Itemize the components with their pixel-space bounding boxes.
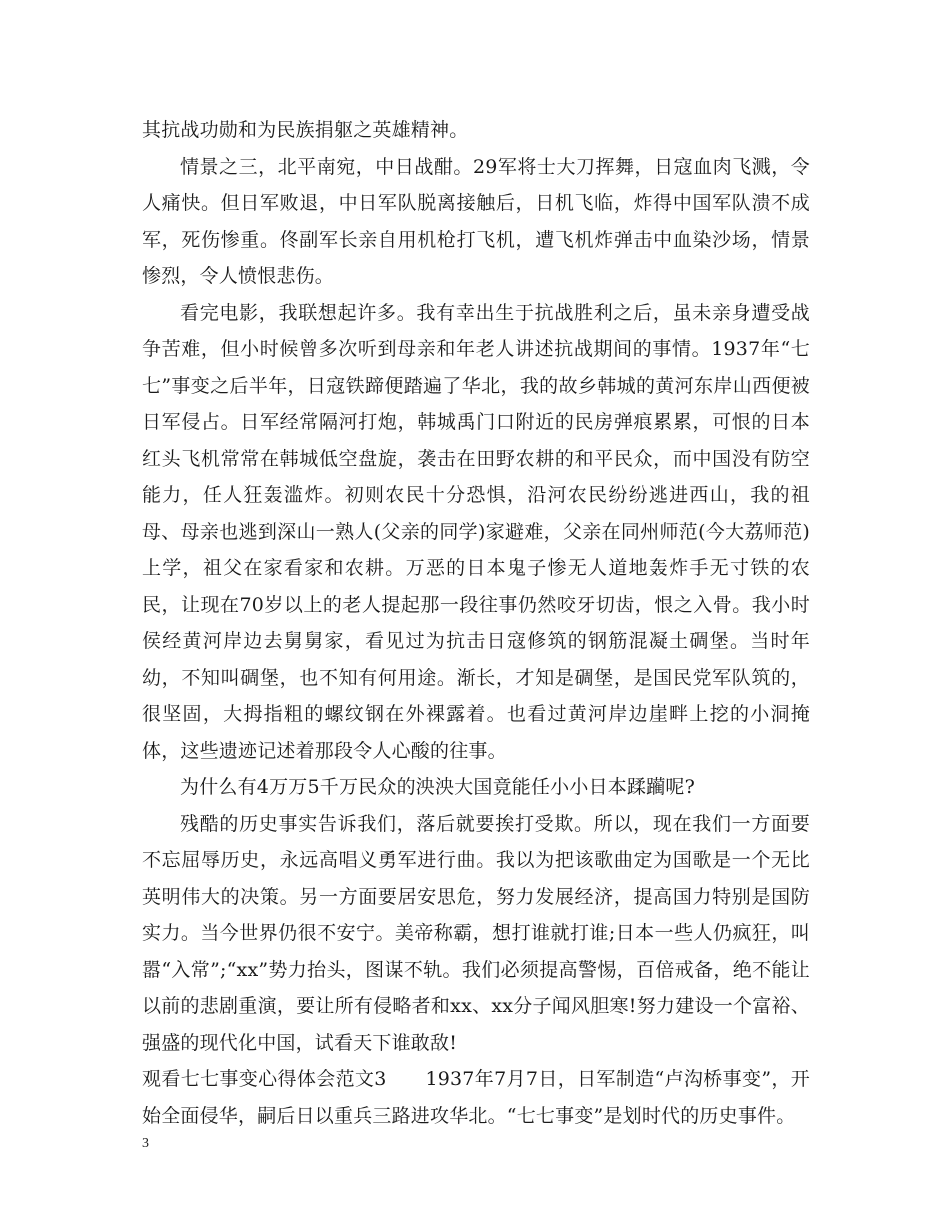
paragraph-4: 为什么有4万万5千万民众的泱泱大国竟能任小小日本蹂躏呢? bbox=[180, 776, 695, 798]
paragraph-5: 残酷的历史事实告诉我们，落后就要挨打受欺。所以，现在我们一方面要不忘屈辱历史，永远高唱义勇军进行曲。我以为把该歌曲定为国歌是一个无比英明伟大的决策。另一方面要居安思危，努力发展经济，提高国力特别是国防实力。当今世界仍很不安宁。美帝称霸，想打谁就打谁;日本一些人仍疯狂，叫嚣“入常”;“xx”势力抬头，图谋不轨。我们必须提高警惕，百倍戒备，绝不能让以前的悲剧重演，要让所有侵略者和xx、xx分子闻风胆寒!努力建设一个富裕、强盛的现代化中国，试看天下谁敢敌! bbox=[142, 812, 810, 1054]
paragraph-1: 其抗战功勋和为民族捐躯之英雄精神。 bbox=[142, 119, 469, 141]
paragraph-6: 观看七七事变心得体会范文3 1937年7月7日，日军制造“卢沟桥事变”，开始全面侵华，嗣后日以重兵三路进攻华北。“七七事变”是划时代的历史事件。 bbox=[142, 1068, 810, 1127]
paragraph-2: 情景之三，北平南宛，中日战酣。29军将士大刀挥舞，日寇血肉飞溅，令人痛快。但日军败退，中日军队脱离接触后，日机飞临，炸得中国军队溃不成军，死伤惨重。佟副军长亲自用机枪打飞机，遭飞机炸弹击中血染沙场，情景惨烈，令人愤恨悲伤。 bbox=[142, 155, 810, 287]
document-body bbox=[142, 112, 810, 1134]
page-number: 3 bbox=[142, 1136, 149, 1151]
paragraph-3: 看完电影，我联想起许多。我有幸出生于抗战胜利之后，虽未亲身遭受战争苦难，但小时候曾多次听到母亲和年老人讲述抗战期间的事情。1937年“七七”事变之后半年，日寇铁蹄便踏遍了华北，我的故乡韩城的黄河东岸山西便被日军侵占。日军经常隔河打炮，韩城禹门口附近的民房弹痕累累，可恨的日本红头飞机常常在韩城低空盘旋，袭击在田野农耕的和平民众，而中国没有防空能力，任人狂轰滥炸。初则农民十分恐惧，沿河农民纷纷逃进西山，我的祖母、母亲也逃到深山一熟人(父亲的同学)家避难，父亲在同州师范(今大荔师范)上学，祖父在家看家和农耕。万恶的日本鬼子惨无人道地轰炸手无寸铁的农民，让现在70岁以上的老人提起那一段往事仍然咬牙切齿，恨之入骨。我小时侯经黄河岸边去舅舅家，看见过为抗击日寇修筑的钢筋混凝土碉堡。当时年幼，不知叫碉堡，也不知有何用途。渐长，才知是碉堡，是国民党军队筑的，很坚固，大拇指粗的螺纹钢在外裸露着。也看过黄河岸边崖畔上挖的小洞掩体，这些遗迹记述着那段令人心酸的往事。 bbox=[142, 301, 810, 762]
